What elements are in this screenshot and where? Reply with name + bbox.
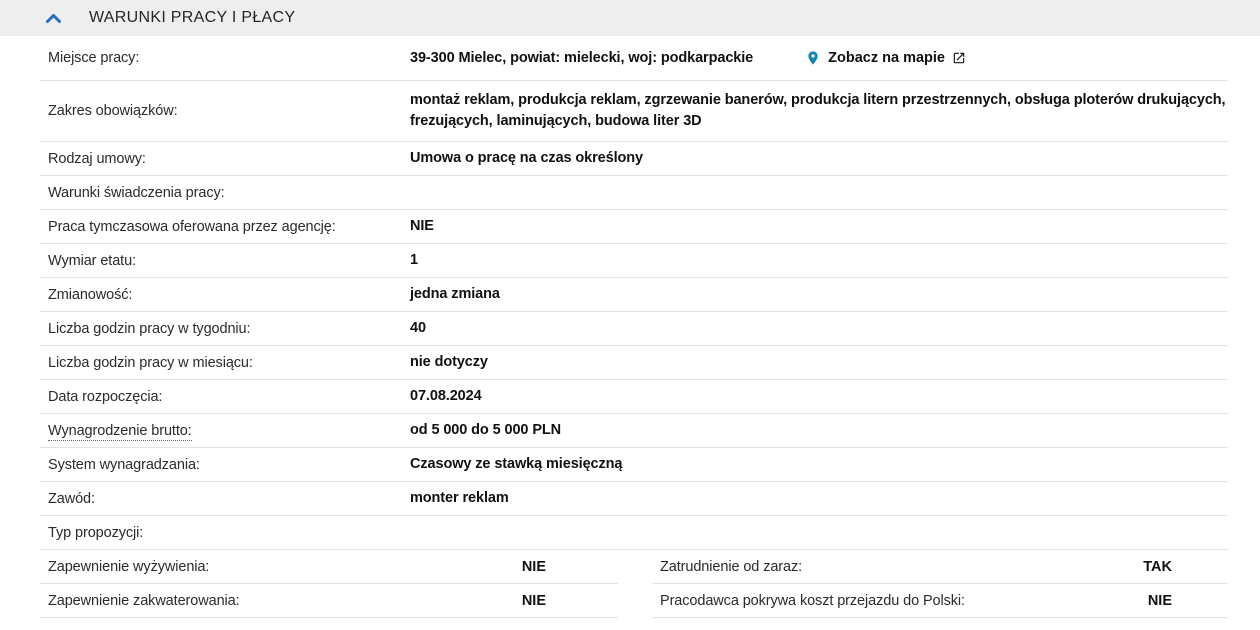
field-value: Czasowy ze stawką miesięczną [410,456,623,472]
row-koszt-przejazdu [652,584,1228,618]
field-label: Warunki świadczenia pracy: [48,184,225,201]
map-link[interactable] [805,48,966,68]
field-label: System wynagradzania: [48,456,200,473]
field-value: monter reklam [410,490,509,506]
row-zatrudnienie-od-zaraz [652,550,1228,584]
field-value: NIE [521,558,546,575]
map-link-label: Zobacz na mapie [828,50,945,66]
row-wymiar-etatu [40,244,1228,278]
field-value: 39-300 Mielec, powiat: mielecki, woj: podkarpackie [410,49,754,66]
row-data-rozpoczecia [40,380,1228,414]
field-label: Zawód: [48,490,95,507]
row-rodzaj-umowy [40,142,1228,176]
field-label [40,423,410,439]
row-zapewnienie-zakwaterowania [40,584,618,618]
field-value: Umowa o pracę na czas określony [410,150,644,166]
bottom-columns [40,550,1228,618]
field-label: Rodzaj umowy: [48,150,146,167]
field-value: NIE [410,218,434,234]
row-wynagrodzenie-brutto [40,414,1228,448]
row-zakres-obowiazkow [40,81,1228,142]
field-value: jedna zmiana [410,286,500,302]
row-godziny-miesiac [40,346,1228,380]
field-value: TAK [1143,558,1172,575]
bottom-right-column [652,550,1228,618]
field-label: Praca tymczasowa oferowana przez agencję: [48,218,336,235]
field-label: Zmianowość: [48,286,133,303]
row-warunki-swiadczenia-pracy [40,176,1228,210]
row-typ-propozycji [40,516,1228,550]
external-link-icon [952,51,966,65]
section-title: WARUNKI PRACY I PŁACY [89,9,296,26]
row-system-wynagradzania [40,448,1228,482]
tooltip-term-wynagrodzenie[interactable]: Wynagrodzenie brutto: [48,422,192,439]
field-value: nie dotyczy [410,354,488,370]
field-label: Typ propozycji: [48,524,144,541]
field-value: 40 [410,320,426,336]
row-godziny-tydzien [40,312,1228,346]
field-label: Miejsce pracy: [48,50,140,66]
field-label: Zapewnienie wyżywienia: [48,558,210,575]
field-label: Wymiar etatu: [48,252,137,269]
field-value: NIE [521,592,546,609]
field-label: Zatrudnienie od zaraz: [660,558,803,575]
row-miejsce-pracy [40,36,1228,81]
field-value: od 5 000 do 5 000 PLN [410,422,562,438]
field-value: NIE [1147,592,1172,609]
row-zmianowosc [40,278,1228,312]
field-label: Data rozpoczęcia: [48,388,163,405]
field-label: Zakres obowiązków: [48,103,178,119]
map-pin-icon [805,48,821,68]
field-label: Pracodawca pokrywa koszt przejazdu do Polski: [660,592,965,609]
row-praca-tymczasowa [40,210,1228,244]
field-value: 1 [410,252,418,268]
chevron-up-icon[interactable] [45,13,62,24]
field-value: montaż reklam, produkcja reklam, zgrzewanie banerów, produkcja litern przestrzennych, obsługa ploterów drukujących, frezujących, laminujących, budowa liter 3D [410,92,1226,129]
row-zapewnienie-wyzywienia [40,550,618,584]
row-zawod [40,482,1228,516]
bottom-left-column [40,550,618,618]
field-label: Zapewnienie zakwaterowania: [48,592,240,609]
field-label: Liczba godzin pracy w miesiącu: [48,354,253,371]
section-header-warunki-pracy[interactable] [0,0,1260,36]
field-label: Liczba godzin pracy w tygodniu: [48,320,251,337]
field-value: 07.08.2024 [410,388,482,404]
